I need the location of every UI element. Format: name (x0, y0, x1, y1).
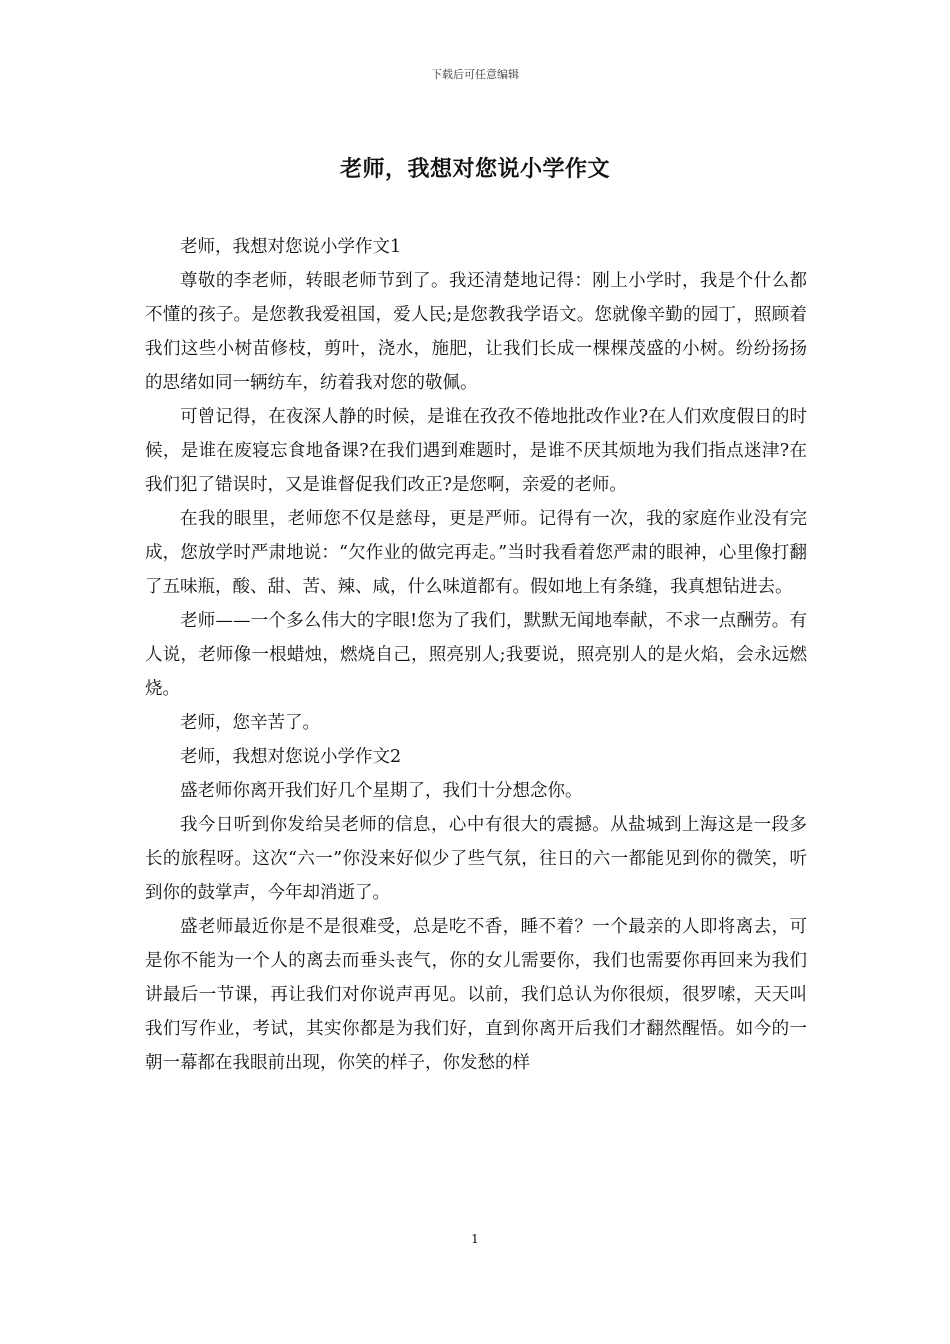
paragraph: 在我的眼里，老师您不仅是慈母，更是严师。记得有一次，我的家庭作业没有完成，您放学时严肃地说：“欠作业的做完再走。”当时我看着您严肃的眼神，心里像打翻了五味瓶，酸、甜、苦、辣、咸，什么味道都有。假如地上有条缝，我真想钻进去。 (145, 509, 807, 597)
paragraph: 老师，您辛苦了。 (180, 713, 320, 733)
paragraph: 盛老师最近你是不是很难受，总是吃不香，睡不着？一个最亲的人即将离去，可是你不能为一个人的离去而垂头丧气，你的女儿需要你，我们也需要你再回来为我们讲最后一节课，再让我们对你说声再见。以前，我们总认为你很烦，很罗嗦，天天叫我们写作业，考试，其实你都是为我们好，直到你离开后我们才翻然醒悟。如今的一朝一幕都在我眼前出现，你笑的样子，你发愁的样 (145, 917, 807, 1073)
paragraph: 老师，我想对您说小学作文1 (180, 237, 402, 257)
document-title: 老师，我想对您说小学作文 (339, 156, 610, 182)
paragraph: 我今日听到你发给吴老师的信息，心中有很大的震撼。从盐城到上海这是一段多长的旅程呀。这次“六一”你没来好似少了些气氛，往日的六一都能见到你的微笑，听到你的鼓掌声，今年却消逝了。 (145, 815, 807, 903)
document-body (145, 230, 807, 1080)
paragraph: 老师——一个多么伟大的字眼!您为了我们，默默无闻地奉献，不求一点酬劳。有人说，老师像一根蜡烛，燃烧自己，照亮别人;我要说，照亮别人的是火焰，会永远燃烧。 (145, 611, 807, 699)
paragraph: 老师，我想对您说小学作文2 (180, 747, 402, 767)
paragraph: 盛老师你离开我们好几个星期了，我们十分想念你。 (180, 781, 583, 801)
page-number: 1 (471, 1232, 479, 1246)
page-header: 下载后可任意编辑 (431, 68, 519, 81)
paragraph: 尊敬的李老师，转眼老师节到了。我还清楚地记得：刚上小学时，我是个什么都不懂的孩子。是您教我爱祖国，爱人民;是您教我学语文。您就像辛勤的园丁，照顾着我们这些小树苗修枝，剪叶，浇水，施肥，让我们长成一棵棵茂盛的小树。纷纷扬扬的思绪如同一辆纺车，纺着我对您的敬佩。 (145, 271, 807, 393)
paragraph: 可曾记得，在夜深人静的时候，是谁在孜孜不倦地批改作业?在人们欢度假日的时候，是谁在废寝忘食地备课?在我们遇到难题时，是谁不厌其烦地为我们指点迷津?在我们犯了错误时，又是谁督促我们改正?是您啊，亲爱的老师。 (145, 407, 807, 495)
